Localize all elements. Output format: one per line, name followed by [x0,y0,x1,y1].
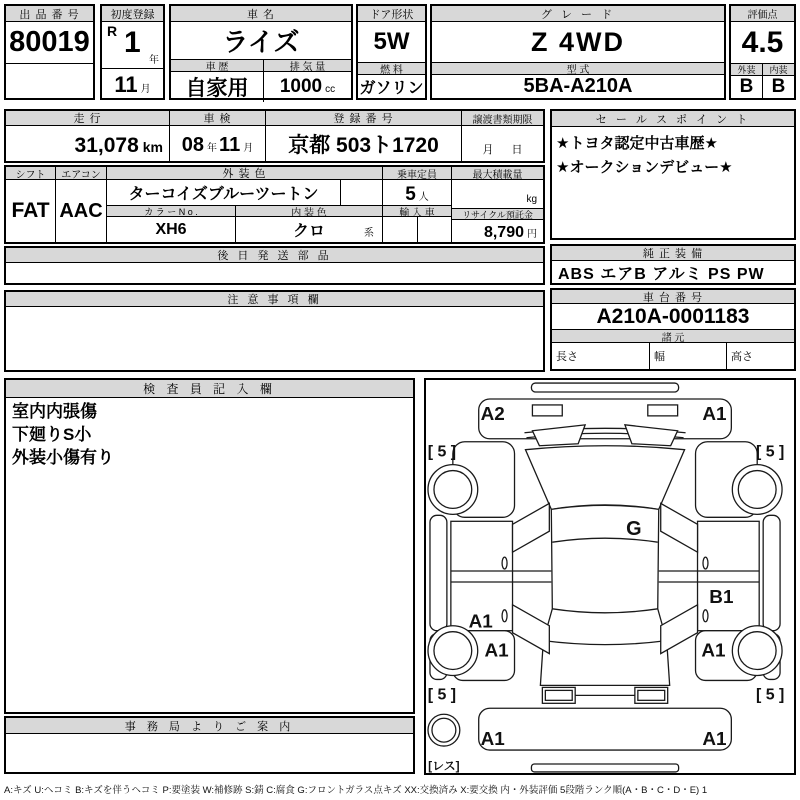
rear-bottom-strip [531,764,678,772]
front-grille-left [532,405,562,416]
model-code-value: 5BA-A210A [523,75,633,97]
tire-depth-front-left: [ 5 ] [427,443,457,461]
sales-point-line-1: ★トヨタ認定中古車歴★ [556,135,718,152]
inspector-note-2: 下廻りS小 [12,424,92,444]
capacity-unit: 人 [418,192,429,203]
door-shape-label: ドア形状 [358,6,425,22]
transfer-month-unit: 月 [482,144,494,156]
first-reg-month-value: 11 [114,72,138,97]
exterior-color-value: ターコイズブルーツートン [128,186,319,203]
mileage-label: 走 行 [6,111,169,126]
caution-box [4,290,545,372]
door-shape-value: 5W [373,28,410,55]
color-equipment-box [4,165,545,244]
exterior-grade-value: B [739,76,754,97]
year-unit: 年 [149,55,159,66]
auction-number-label: 出 品 番 号 [6,6,93,22]
inspection-year-unit: 年 [207,143,218,154]
mileage-value: 31,078 [74,134,139,157]
damage-code-windshield: G [626,518,642,541]
fuel-value: ガソリン [359,80,424,97]
inspector-notes-label: 検 査 員 記 入 欄 [6,380,413,398]
car-damage-diagram [426,380,794,773]
recycle-deposit-cell [452,220,543,242]
max-load-unit: kg [526,194,537,205]
import-label: 輸 入 車 [383,205,451,217]
max-load-label: 最大積載量 [452,167,543,180]
later-shipment-label: 後 日 発 送 部 品 [6,248,543,263]
later-shipment-empty-cell [6,263,543,283]
aircon-label: エアコン [56,167,106,180]
damage-code-rear-left: A1 [480,729,505,751]
right-front-wheel-inner [738,471,776,509]
inspection-year: 08 [181,134,205,156]
caution-label: 注 意 事 項 欄 [6,292,543,307]
caution-empty-cell [6,307,543,370]
mileage-cell [6,126,169,161]
recycle-deposit-unit: 円 [527,229,537,240]
history-value: 自家用 [185,77,249,100]
spec-label: 諸 元 [552,330,794,343]
displacement-value: 1000 [279,76,323,97]
damage-code-right-rear-wheel: A1 [701,640,726,662]
tire-depth-rear-left: [ 5 ] [427,686,457,704]
door-shape-box [356,4,427,100]
left-sill-strip [430,515,447,630]
exterior-color-label: 外 装 色 [107,167,382,180]
inspector-notes-content [6,398,413,473]
aircon-value: AAC [59,199,103,222]
first-registration-month-cell [102,69,163,98]
shift-label: シフト [6,167,55,180]
grade-value: Z 4WD [531,26,625,57]
right-rear-window [661,605,698,654]
length-label: 長さ [556,351,578,363]
score-value: 4.5 [741,25,784,59]
chassis-number-value: A210A-0001183 [552,304,794,330]
capacity-cell [383,180,451,205]
transfer-deadline-label: 譲渡書類期限 [462,111,543,126]
max-load-cell [452,180,543,208]
damage-code-legend: A:キズ U:ヘコミ B:キズを伴うヘコミ P:要塗装 W:補修跡 S:錆 C:腐食 G:フロントガラス点キズ XX:交換済み X:要交換 内・外装評価 5段階ランク順(A・B・C・D・E) 1 [4,785,708,796]
capacity-label: 乗車定員 [383,167,451,180]
first-registration-box [100,4,165,100]
inspection-month: 11 [219,134,241,156]
front-grille-right [648,405,678,416]
month-unit: 月 [140,84,151,95]
auction-number-value: 80019 [9,26,90,58]
left-front-door-handle [502,557,507,569]
inspection-label: 車 検 [170,111,265,126]
color-no-label: カ ラ ー N o . [107,206,235,216]
tire-depth-rear-right: [ 5 ] [755,686,785,704]
left-rear-door-handle [502,610,507,622]
right-sill-strip [763,515,780,630]
chassis-box [550,288,796,371]
interior-grade-value: B [762,76,794,98]
damage-code-left-door: A1 [468,611,493,633]
sales-point-box [550,109,796,240]
inspection-cell [170,126,265,161]
office-notice-empty-cell [6,734,413,772]
import-empty-cell-1 [383,217,417,242]
interior-color-suffix: 系 [364,228,374,239]
fuel-label: 燃 料 [358,62,425,75]
rear-bumper [479,708,732,750]
transfer-deadline-cell [462,126,543,161]
import-empty-cell-2 [417,217,451,242]
first-registration-year-cell [102,22,163,69]
auction-number-empty-cell [6,63,93,98]
era-value: R [107,23,118,39]
inspector-notes-box [4,378,415,714]
right-front-window [661,503,698,552]
mileage-registration-box [4,109,545,163]
shift-value: FAT [11,199,50,222]
right-rear-wheel-inner [738,632,776,670]
body-center [540,505,669,685]
car-name-label: 車 名 [171,6,351,22]
car-name-box [169,4,353,100]
height-label: 高さ [726,343,794,369]
model-code-label: 型 式 [432,62,724,75]
damage-code-front-left: A2 [480,403,505,425]
exterior-grade-label: 外装 [731,63,762,76]
spare-tire-inner [432,718,456,742]
grade-box [430,4,726,100]
interior-grade-label: 内装 [762,63,794,76]
displacement-label: 排 気 量 [263,59,351,72]
inspection-month-unit: 月 [243,143,254,154]
first-reg-year-value: 1 [124,26,141,59]
score-box [729,4,796,100]
interior-color-label: 内 装 色 [235,206,382,216]
mileage-unit: km [142,139,163,155]
inspector-note-3: 外装小傷有り [12,447,114,467]
car-name-value: ライズ [222,27,300,57]
left-front-wheel-inner [434,471,472,509]
left-rear-window [513,605,550,654]
auction-number-box [4,4,95,100]
tire-depth-front-right: [ 5 ] [755,443,785,461]
front-top-strip [531,383,678,392]
displacement-cell [263,72,351,102]
left-rear-wheel-inner [434,632,472,670]
chassis-number-label: 車 台 番 号 [552,290,794,304]
right-front-door-handle [703,557,708,569]
sales-point-content [552,127,794,185]
right-rear-door-handle [703,610,708,622]
equipment-value: ABS エアB アルミ PS PW [558,266,765,283]
damage-diagram-box [424,378,796,775]
grade-label: グ レ ー ド [432,6,724,22]
registration-number-label: 登 録 番 号 [266,111,461,126]
later-shipment-box [4,246,545,285]
first-registration-label: 初度登録 [102,6,163,22]
damage-code-right-door: B1 [709,586,734,608]
office-notice-label: 事 務 局 よ り ご 案 内 [6,718,413,734]
sales-point-line-2: ★オークションデビュー★ [556,159,733,176]
history-label: 車 歴 [171,59,263,72]
spare-tire-note: [レス] [428,758,460,773]
score-label: 評価点 [731,6,794,22]
interior-color-cell [235,217,382,242]
capacity-value: 5 [405,184,416,205]
width-label: 幅 [649,343,726,369]
inspector-note-1: 室内内張傷 [12,402,97,421]
recycle-deposit-label: リサイクル預託金 [452,208,543,220]
color-no-value: XH6 [155,220,187,238]
left-front-window [513,503,550,552]
equipment-box [550,244,796,285]
damage-code-front-right: A1 [702,403,727,425]
interior-color-value: クロ [292,223,325,240]
damage-code-left-rear-wheel: A1 [484,640,509,662]
registration-number-value: 京都 503ト1720 [288,133,439,157]
sales-point-label: セ ー ル ス ポ イ ン ト [552,111,794,127]
transfer-day-unit: 日 [511,144,523,156]
office-notice-box [4,716,415,774]
windshield [525,446,684,510]
displacement-unit: cc [325,84,336,95]
exterior-color-empty-cell [340,180,382,205]
recycle-deposit-value: 8,790 [483,224,524,241]
equipment-label: 純 正 装 備 [552,246,794,261]
damage-code-rear-right: A1 [702,729,727,751]
